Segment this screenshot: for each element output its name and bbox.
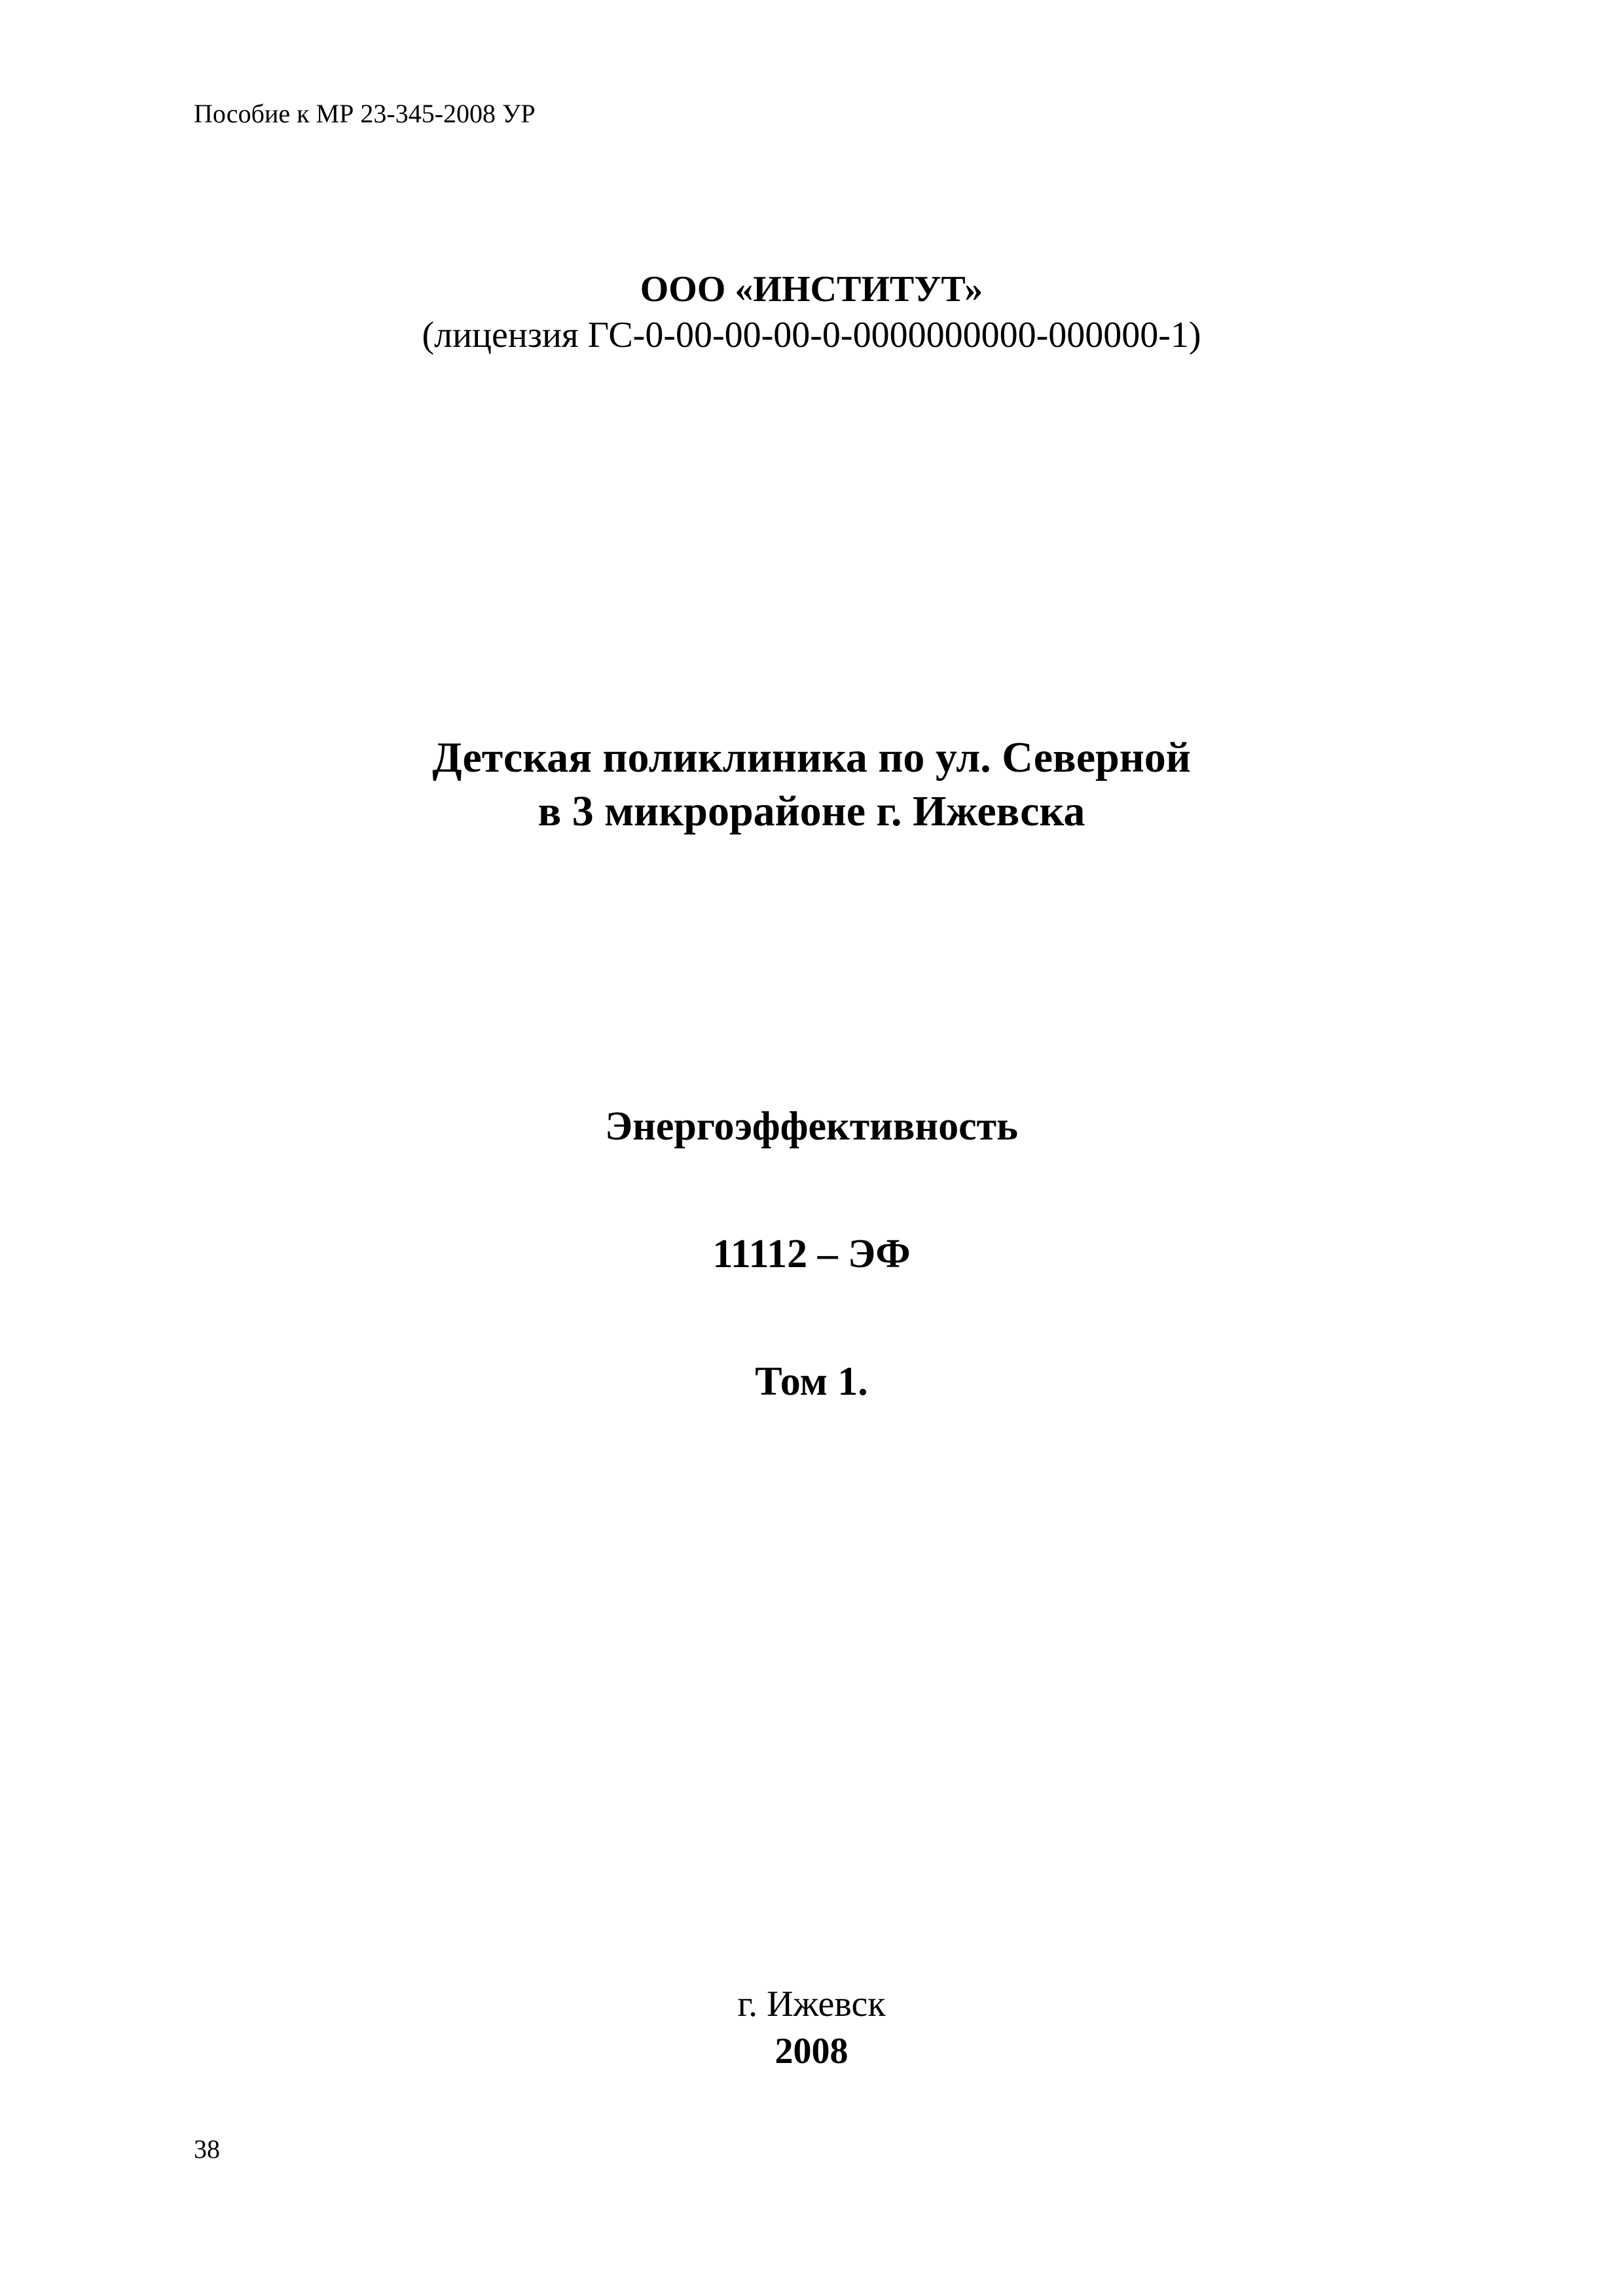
organization-name: ООО «ИНСТИТУТ» bbox=[640, 269, 983, 310]
document-code: 11112 – ЭФ bbox=[712, 1232, 911, 1276]
organization-license: (лицензия ГС-0-00-00-00-0-0000000000-000000-1) bbox=[422, 315, 1201, 355]
section-subject: Энергоэффективность bbox=[605, 1104, 1018, 1149]
page-number: 38 bbox=[194, 2134, 220, 2164]
project-title-line-1: Детская поликлиника по ул. Северной bbox=[432, 734, 1191, 781]
city-name: г. Ижевск bbox=[737, 1984, 886, 2024]
document-header: Пособие к МР 23-345-2008 УР bbox=[194, 99, 536, 128]
project-title-line-2: в 3 микрорайоне г. Ижевска bbox=[538, 787, 1085, 835]
publication-year: 2008 bbox=[775, 2031, 848, 2072]
volume-number: Том 1. bbox=[755, 1359, 868, 1404]
